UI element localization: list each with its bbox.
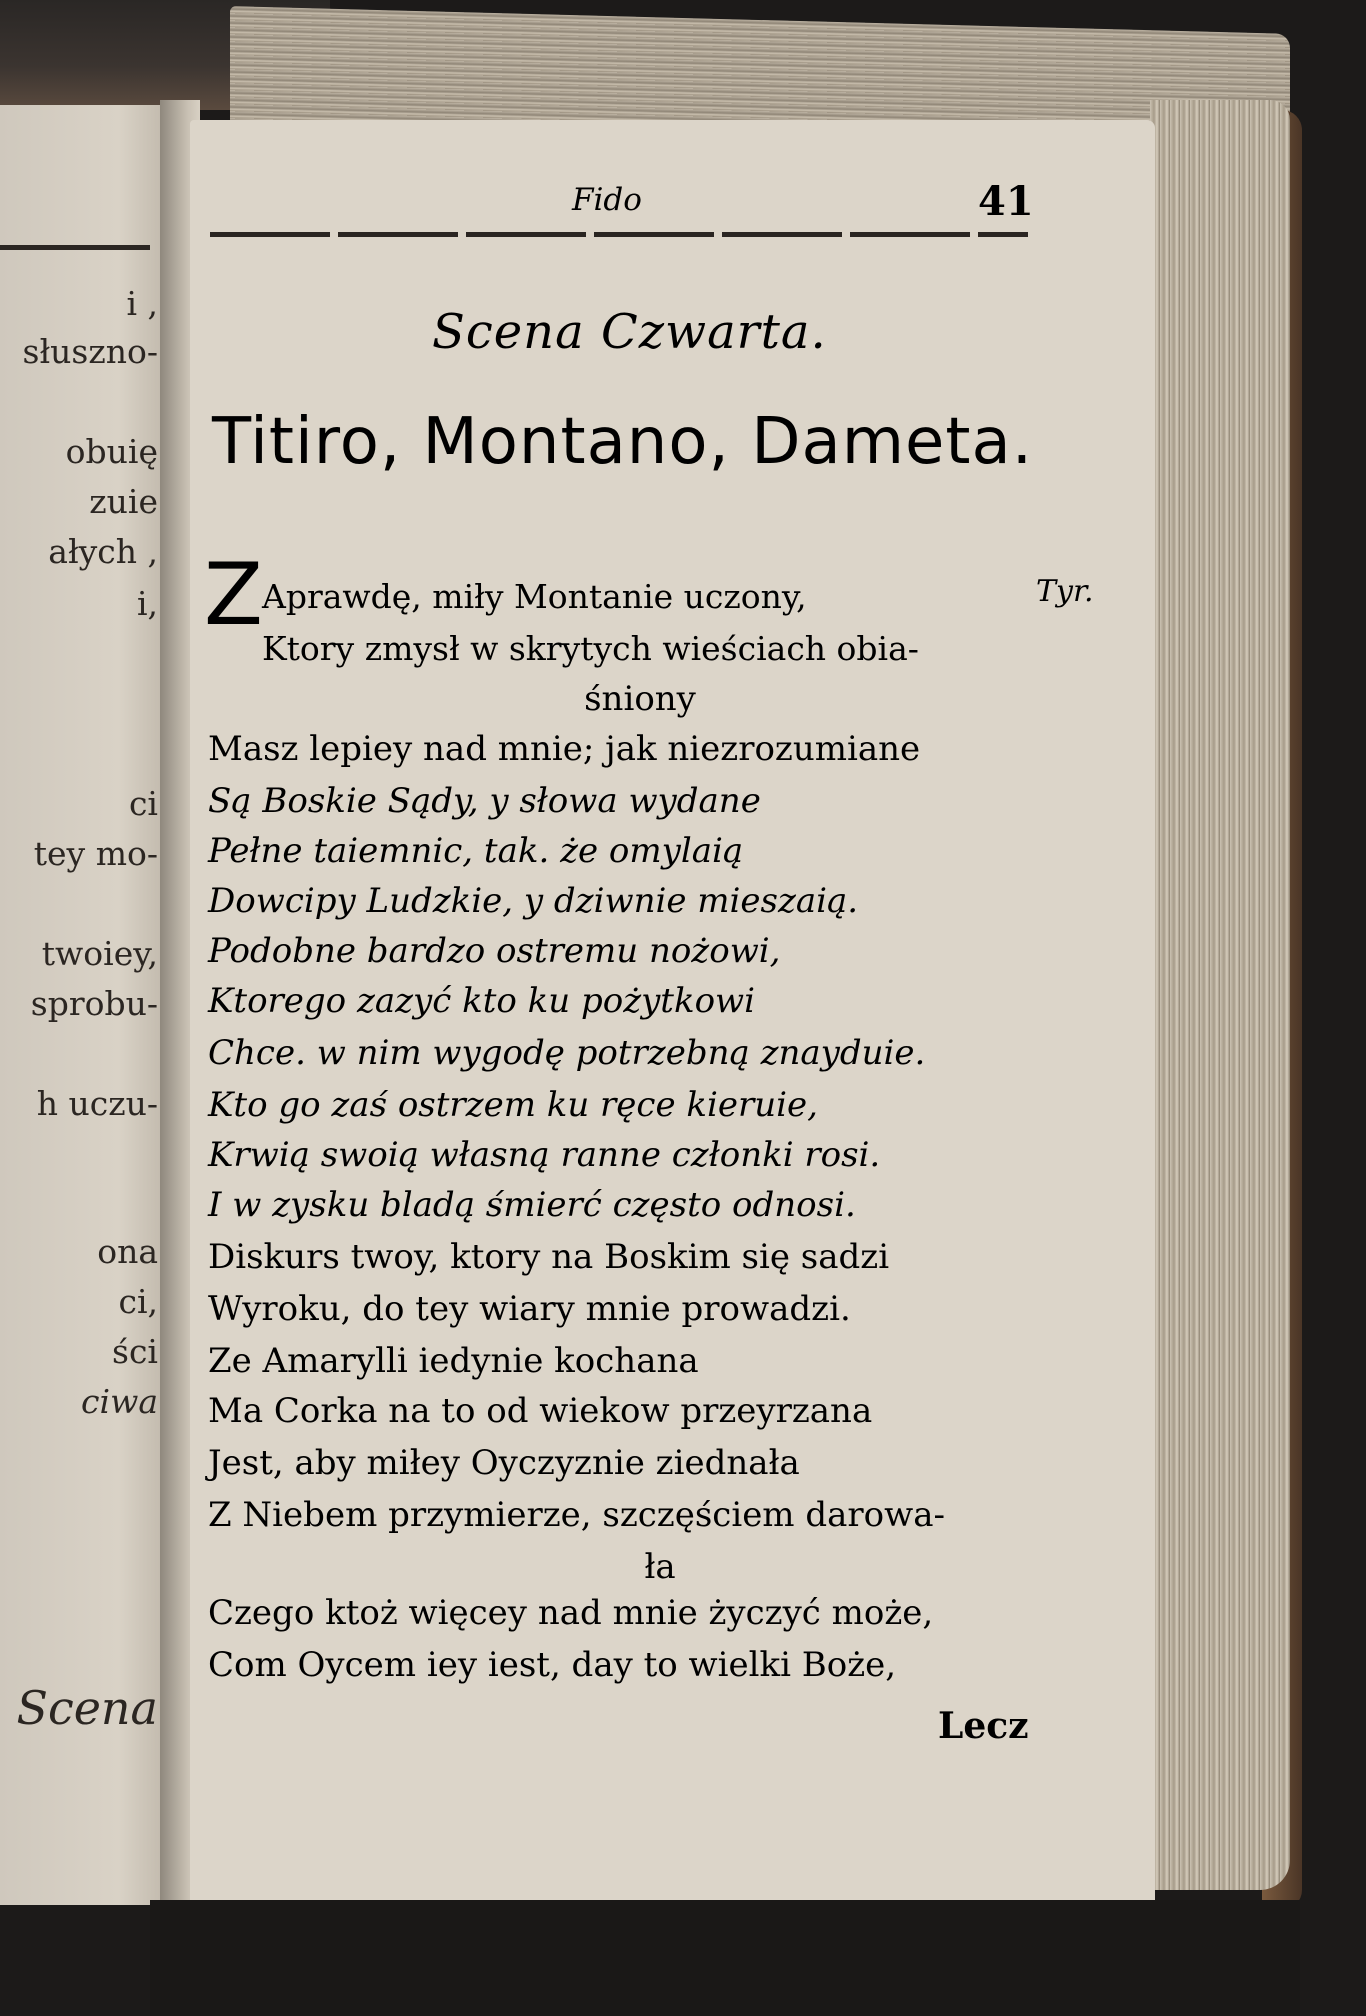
verse-line: Wyroku, do tey wiary mnie prowadzi. — [208, 1289, 851, 1329]
left-fragment: sprobu- — [30, 984, 158, 1023]
verse-line: Aprawdę, miły Montanie uczony, — [262, 577, 807, 616]
page-number: 41 — [978, 178, 1034, 225]
header-rule — [210, 232, 1028, 237]
verse-line: Kto go zaś ostrzem ku ręce kieruie, — [208, 1085, 818, 1125]
left-fragment: ona — [97, 1232, 158, 1271]
left-fragment: obuię — [65, 432, 158, 471]
left-fragment: ałych , — [48, 532, 158, 571]
verse-line: Ktorego zazyć kto ku pożytkowi — [208, 981, 756, 1021]
catchword: Lecz — [938, 1705, 1029, 1747]
scene-heading: Scena Czwarta. — [432, 304, 827, 360]
left-fragment: ści — [112, 1332, 158, 1371]
verse-line: Ktory zmysł w skrytych wieściach obia- — [262, 629, 919, 668]
speaker-label: Tyr. — [1036, 574, 1094, 609]
verse-line: Są Boskie Sądy, y słowa wydane — [208, 781, 761, 821]
running-title: Fido — [572, 182, 642, 218]
verse-line: Chce. w nim wygodę potrzebną znayduie. — [208, 1033, 926, 1073]
verse-line: Krwią swoią własną ranne członki rosi. — [208, 1135, 881, 1175]
verse-line: śniony — [584, 679, 696, 719]
verse-line: Masz lepiey nad mnie; jak niezrozumiane — [208, 729, 921, 769]
left-fragment: ci, — [118, 1282, 158, 1321]
left-fragment: ciwa — [81, 1382, 158, 1421]
drop-cap: Z — [204, 545, 263, 645]
verse-line: Ze Amarylli iedynie kochana — [208, 1341, 699, 1381]
left-page — [0, 105, 170, 1905]
verse-line: Z Niebem przymierze, szczęściem darowa- — [208, 1495, 945, 1535]
verse-line: Ma Corka na to od wiekow przeyrzana — [208, 1391, 873, 1431]
left-fragment: twoiey, — [41, 934, 158, 973]
verse-line: I w zysku bladą śmierć często odnosi. — [208, 1185, 856, 1225]
left-fragment: i, — [136, 584, 158, 623]
left-fragment: zuie — [89, 482, 158, 521]
character-list: Titiro, Montano, Dameta. — [212, 405, 1034, 479]
verse-line: Diskurs twoy, ktory na Boskim się sadzi — [208, 1237, 890, 1277]
verse-line: Dowcipy Ludzkie, y dziwnie mieszaią. — [208, 881, 859, 921]
left-fragment: i , — [126, 284, 158, 323]
verse-line: Czego ktoż więcey nad mnie życzyć może, — [208, 1593, 934, 1633]
page-edges-right — [1150, 100, 1290, 1890]
verse-line: ła — [644, 1547, 676, 1587]
left-catchword: Scena — [16, 1681, 158, 1735]
left-fragment: słuszno- — [22, 332, 158, 371]
verse-line: Podobne bardzo ostremu nożowi, — [208, 931, 781, 971]
verse-line: Jest, aby miłey Oyczyznie ziednała — [208, 1443, 800, 1483]
verse-line: Com Oycem iey iest, day to wielki Boże, — [208, 1645, 897, 1685]
left-fragment: h uczu- — [36, 1084, 158, 1123]
left-fragment: ci — [128, 784, 158, 823]
verse-line: Pełne taiemnic, tak. że omylaią — [208, 831, 744, 871]
left-fragment: tey mo- — [33, 834, 158, 873]
book-bottom-shadow — [150, 1900, 1300, 2016]
left-header-rule — [0, 245, 150, 250]
